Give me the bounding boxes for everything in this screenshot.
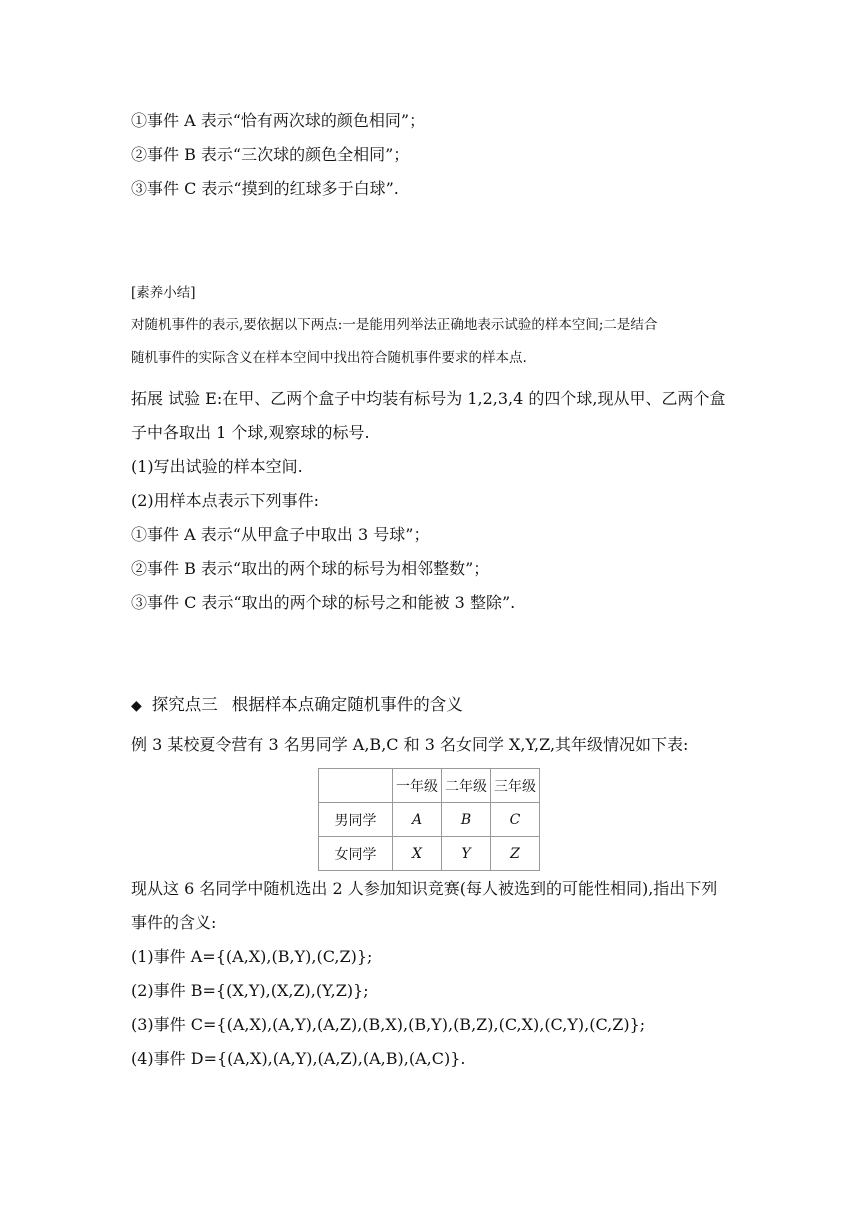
example-desc-line2: 事件的含义:	[131, 913, 217, 932]
extension-text-line1: 拓展 试验 E:在甲、乙两个盒子中均装有标号为 1,2,3,4 的四个球,现从甲、乙两个盒	[131, 389, 726, 408]
extension-question-1: (1)写出试验的样本空间.	[131, 457, 303, 476]
table-row	[319, 837, 540, 871]
table-cell: 女同学	[319, 837, 393, 871]
table-cell: B	[442, 803, 491, 837]
diamond-bullet-icon: ◆	[131, 698, 142, 714]
table-header-cell	[319, 769, 393, 803]
extension-event-a: ①事件 A 表示“从甲盒子中取出 3 号球”；	[131, 525, 430, 544]
example-event-2: (2)事件 B={(X,Y),(X,Z),(Y,Z)};	[131, 981, 369, 1000]
summary-text-line2: 随机事件的实际含义在样本空间中找出符合随机事件要求的样本点.	[131, 350, 527, 366]
event-c-item: ③事件 C 表示“摸到的红球多于白球”.	[131, 179, 399, 198]
table-cell: C	[491, 803, 540, 837]
extension-event-c: ③事件 C 表示“取出的两个球的标号之和能被 3 整除”.	[131, 593, 516, 612]
example-desc-line1: 现从这 6 名同学中随机选出 2 人参加知识竞赛(每人被选到的可能性相同),指出下列	[131, 879, 718, 898]
grade-table	[318, 768, 540, 871]
example-event-1: (1)事件 A={(A,X),(B,Y),(C,Z)};	[131, 947, 373, 966]
section-label: 探究点三	[151, 695, 218, 714]
extension-question-2: (2)用样本点表示下列事件:	[131, 491, 320, 510]
example-event-4: (4)事件 D={(A,X),(A,Y),(A,Z),(A,B),(A,C)}.	[131, 1049, 466, 1068]
table-header-cell: 二年级	[442, 769, 491, 803]
table-cell: 男同学	[319, 803, 393, 837]
summary-title: [素养小结]	[131, 285, 196, 301]
table-cell: X	[393, 837, 442, 871]
extension-event-b: ②事件 B 表示“取出的两个球的标号为相邻整数”；	[131, 559, 490, 578]
example-intro: 例 3 某校夏令营有 3 名男同学 A,B,C 和 3 名女同学 X,Y,Z,其年级情况如下表:	[131, 735, 689, 754]
table-row	[319, 803, 540, 837]
table-cell: A	[393, 803, 442, 837]
section-title: 根据样本点确定随机事件的含义	[231, 695, 463, 714]
table-cell: Z	[491, 837, 540, 871]
event-b-item: ②事件 B 表示“三次球的颜色全相同”；	[131, 145, 410, 164]
table-header-cell: 三年级	[491, 769, 540, 803]
example-event-3: (3)事件 C={(A,X),(A,Y),(A,Z),(B,X),(B,Y),(B,Z),(C,X),(C,Y),(C,Z)};	[131, 1015, 646, 1034]
extension-text-line2: 子中各取出 1 个球,观察球的标号.	[131, 423, 370, 442]
table-header-cell: 一年级	[393, 769, 442, 803]
section-heading	[131, 694, 463, 717]
table-header-row	[319, 769, 540, 803]
table-cell: Y	[442, 837, 491, 871]
summary-text-line1: 对随机事件的表示,要依据以下两点:一是能用列举法正确地表示试验的样本空间;二是结合	[131, 317, 658, 333]
event-a-item: ①事件 A 表示“恰有两次球的颜色相同”；	[131, 111, 426, 130]
